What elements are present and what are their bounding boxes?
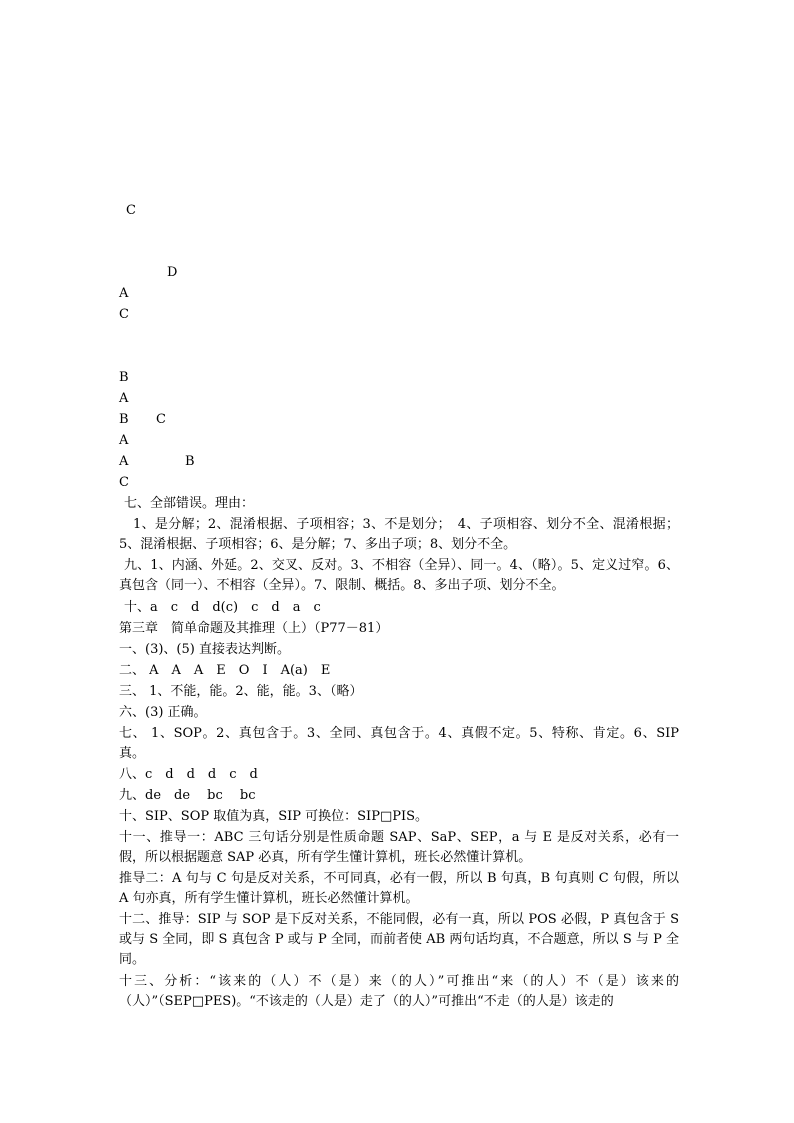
- answer-2: 二、 A A A E O I A(a) E: [119, 663, 331, 678]
- answer-3: 三、 1、不能，能。2、能，能。3、（略）: [119, 684, 363, 699]
- answer-1: 一、(3)、(5) 直接表达判断。: [119, 642, 290, 657]
- chapter-heading: 第三章 简单命题及其推理（上）（P77－81）: [119, 621, 389, 636]
- answer-letter: B: [185, 454, 195, 469]
- section-10: 十、a c d d(c) c d a c: [124, 600, 321, 615]
- section-7-title: 七、全部错误。理由：: [124, 496, 255, 511]
- answer-letter: D: [167, 265, 178, 280]
- section-7-body: 1、是分解；2、混淆根据、子项相容；3、不是划分； 4、子项相容、划分不全、混淆根据；5、混淆根据、子项相容；6、是分解；7、多出子项；8、划分不全。: [119, 517, 679, 552]
- answer-11-derivation-2: 推导二：A 句与 C 句是反对关系，不可同真，必有一假，所以 B 句真，B 句真则 C 句假，所以 A 句亦真，所有学生懂计算机，班长必然懂计算机。: [119, 871, 679, 906]
- answer-letter: B: [119, 412, 129, 427]
- answer-7: 七、 1、SOP。2、真包含于。3、全同、真包含于。4、真假不定。5、特称、肯定。6、SIP 真。: [119, 726, 679, 761]
- answer-letter: B: [119, 370, 129, 385]
- answer-letter: A: [119, 286, 129, 301]
- answer-13: 十三、分析：“该来的（人）不（是）来（的人）”可推出“来（的人）不（是）该来的（人）”（SEP□PES)。“不该走的（人是）走了（的人）”可推出“不走（的人是）该走的: [119, 974, 679, 1009]
- section-9: 九、1、内涵、外延。2、交叉、反对。3、不相容（全异）、同一。4、（略）。5、定义过窄。6、真包含（同一）、不相容（全异）。7、限制、概括。8、多出子项、划分不全。: [119, 558, 679, 593]
- answer-letter: C: [119, 475, 129, 490]
- answer-10: 十、SIP、SOP 取值为真，SIP 可换位：SIP□PIS。: [119, 809, 429, 824]
- answer-11-derivation-1: 十一、推导一：ABC 三句话分别是性质命题 SAP、SaP、SEP，a 与 E 是反对关系，必有一假，所以根据题意 SAP 必真，所有学生懂计算机，班长必然懂计算机。: [119, 830, 679, 865]
- answer-8: 八、c d d d c d: [119, 767, 258, 782]
- answer-6: 六、(3) 正确。: [119, 705, 207, 720]
- answer-letter: C: [119, 307, 129, 322]
- answer-letter: C: [156, 412, 166, 427]
- answer-letter: C: [126, 203, 136, 218]
- answer-letter: A: [119, 454, 129, 469]
- answer-12: 十二、推导：SIP 与 SOP 是下反对关系，不能同假，必有一真，所以 POS 必假，P 真包含于 S 或与 S 全同，即 S 真包含 P 或与 P 全同，而前者使 AB 两句话均真，不合题意，所以 S 与 P 全同。: [119, 912, 679, 967]
- answer-letter: A: [119, 391, 129, 406]
- answer-letter: A: [119, 433, 129, 448]
- answer-9: 九、de de bc bc: [119, 788, 256, 803]
